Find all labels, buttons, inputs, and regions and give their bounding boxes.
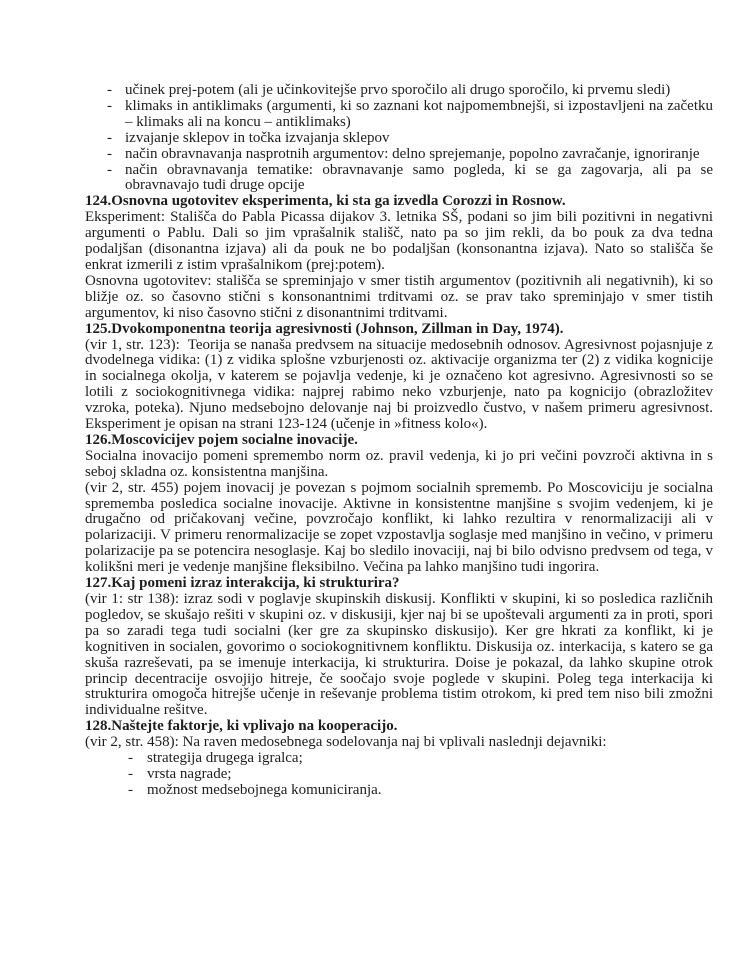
list-item-text: klimaks in antiklimaks (argumenti, ki so zaznani kot najpomembnejši, si izpostavljeni na začetku – klimaks ali na koncu – antiklimaks) [125, 97, 713, 130]
question-127-heading: 127.Kaj pomeni izraz interakcija, ki strukturira? [85, 575, 400, 592]
list-item [107, 163, 713, 195]
bullet-dash: - [107, 129, 112, 146]
list-item-text: način obravnavanja tematike: obravnavanje samo pogleda, ki se ga zagovarja, ali pa se obravnavajo tudi druge opcije [125, 161, 713, 194]
question-124-heading: 124.Osnovna ugotovitev eksperimenta, ki sta ga izvedla Corozzi in Rosnow. [85, 193, 566, 210]
bullet-dash: - [128, 750, 133, 767]
list-item [128, 767, 713, 783]
list-item-text: izvajanje sklepov in točka izvajanja sklepov [125, 129, 390, 146]
list-item [128, 751, 713, 767]
question-125-paragraph: (vir 1, str. 123): Teorija se nanaša predvsem na situacije medosebnih odnosov. Agresivnost pojasnjuje z dvodelnega vidika: (1) z vidika splošne vzburjenosti oz. aktivacije organizma ter (2) z vidika kognicije in socialnega okolja, v katerem se pojavlja vedenje, ki je označeno kot agresivno. Agresivnosti so se lotili z sociokognitivnega vidika: najprej rabimo neko vzburjenje, nato pa kognicijo (obrazložitev vzroka, poteka). Njuno medsebojno delovanje naj bi proizvedlo čustvo, v našem primeru agresivnost. Eksperiment je opisan na strani 123-124 (učenje in »fitness kolo«). [85, 336, 713, 433]
question-124-paragraph-experiment: Eksperiment: Stališča do Pabla Picassa dijakov 3. letnika SŠ, podani so jim bili pozitivni in negativni argumenti o Pablu. Dali so jim vprašalnik stališč, nato pa so jim rekli, da bo pouk za dva tedna podaljšan (disonantna izjava) ali da pouk ne bo podaljšan (konsonantna izjava). Nato so stališča še enkrat izmerili z istim vprašalnikom (prej:potem). [85, 209, 713, 273]
list-item [107, 83, 713, 99]
question-126-heading: 126.Moscovicijev pojem socialne inovacije. [85, 431, 358, 448]
bullet-dash: - [128, 781, 133, 798]
question-128-paragraph-intro: (vir 2, str. 458): Na raven medosebnega sodelovanja naj bi vplivali naslednji dejavniki: [85, 734, 607, 751]
question-128-heading: 128.Naštejte faktorje, ki vplivajo na kooperacijo. [85, 718, 398, 735]
cooperation-factors-list [85, 751, 713, 799]
question-125-heading: 125.Dvokomponentna teorija agresivnosti (Johnson, Zillman in Day, 1974). [85, 320, 564, 337]
list-item [107, 147, 713, 163]
bullet-dash: - [107, 145, 112, 162]
question-126-paragraph-definition: Socialna inovacijo pomeni spremembo norm oz. pravil vedenja, ki jo pri večini povzroči aktivna in s seboj skladna oz. konsistentna manjšina. [85, 447, 713, 480]
document-content [85, 83, 713, 799]
list-item [107, 99, 713, 131]
question-126-paragraph-source: (vir 2, str. 455) pojem inovacij je povezan s pojmom socialnih sprememb. Po Moscoviciju je socialna sprememba posledica socialne inovacije. Aktivne in konsistentne manjšine s svojim vedenjem, ki je drugačno od pričakovanj večine, povzročajo konflikt, ki lahko rezultira v renormalizaciji ali v polarizaciji. V primeru renormalizacije se zopet vzpostavlja soglasje med manjšino in večino, v primeru polarizacije pa se potencira nesoglasje. Kaj bo sledilo inovaciji, naj bi bilo odvisno predvsem od tega, v kolikšni meri je vedenje manjšine fleksibilno. Večina pa lahko manjšino tudi ingorira. [85, 479, 713, 576]
list-item-text: možnost medsebojnega komuniciranja. [147, 781, 382, 798]
list-item-text: vrsta nagrade; [147, 765, 232, 782]
list-item [107, 131, 713, 147]
bullet-dash: - [128, 765, 133, 782]
bullet-dash: - [107, 82, 112, 98]
message-structure-factors-list [85, 83, 713, 194]
list-item-text: učinek prej-potem (ali je učinkovitejše prvo sporočilo ali drugo sporočilo, ki prvemu sledi) [125, 82, 671, 98]
question-124-paragraph-finding: Osnovna ugotovitev: stališča se spreminjajo v smer tistih argumentov (pozitivnih ali negativnih), ki so bližje oz. so časovno stični s konsonantnimi trditvami oz. se prav tako spreminjajo v smer tistih argumentov, ki niso časovno stični z disonantnimi trditvami. [85, 272, 713, 321]
list-item-text: strategija drugega igralca; [147, 750, 303, 767]
question-127-paragraph: (vir 1: str 138): izraz sodi v poglavje skupinskih diskusij. Konflikti v skupini, ki so posledica različnih pogledov, se skušajo rešiti v skupini oz. v diskusiji, kjer naj bi se upoštevali argumenti za in proti, spori pa so zaradi tega tudi socialni (ker gre za skupinsko diskusijo). Ker gre hkrati za konflikt, ki je kognitiven in socialen, govorimo o sociokognitivnem konfliktu. Diskusija oz. interkacija, s katero se ga skuša razreševati, pa se imenuje interkacija, ki strukturira. Doise je pokazal, da lahko skupine otrok princip decentracije osvojijo hitreje, če soočajo svoje poglede v skupini. Poleg tega interkacija ki strukturira omogoča hitrejše učenje in reševanje problema tistim otrokom, ki pred tem niso bili zmožni individualne rešitve. [85, 591, 713, 719]
list-item [128, 783, 713, 799]
bullet-dash: - [107, 161, 112, 178]
list-item-text: način obravnavanja nasprotnih argumentov: delno sprejemanje, popolno zavračanje, ignoriranje [125, 145, 700, 162]
bullet-dash: - [107, 97, 112, 114]
